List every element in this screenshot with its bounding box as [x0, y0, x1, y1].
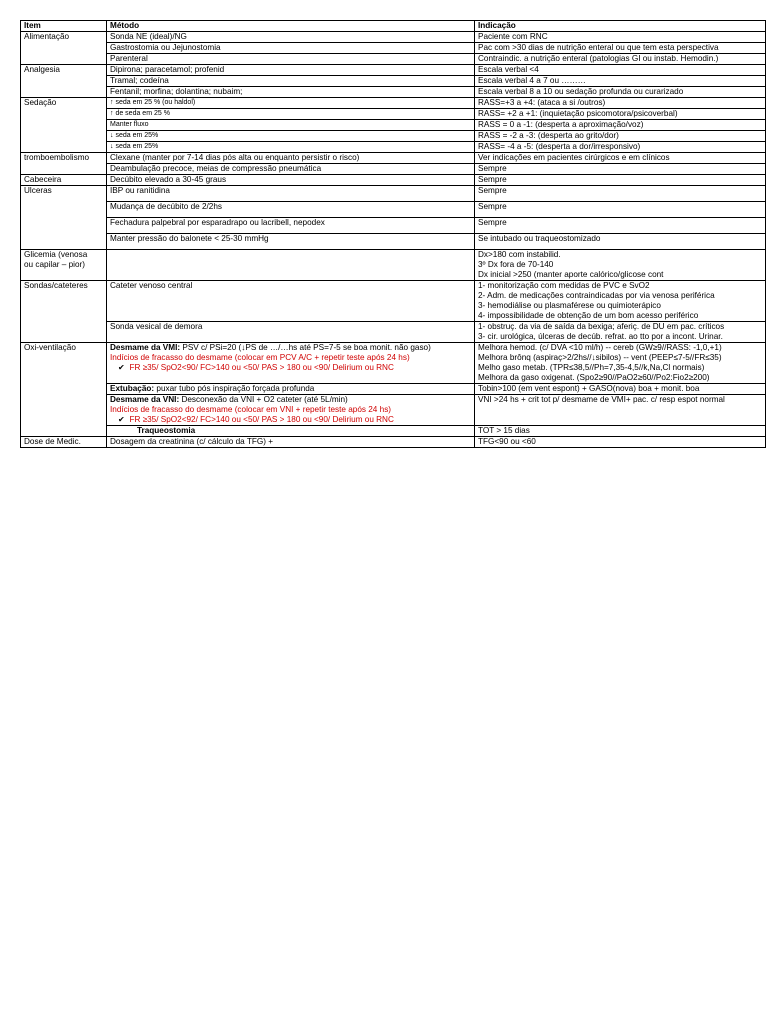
indication-cell: Ver indicações em pacientes cirúrgicos e em clínicos — [475, 153, 766, 164]
indication-cell: RASS=+3 a +4: (ataca a si /outros) — [475, 98, 766, 109]
vmi-title: Desmame da VMI: — [110, 343, 181, 352]
vmi-failure-note: Indícios de fracasso do desmame (colocar em PCV A/C + repetir teste após 24 hs) — [110, 353, 410, 362]
table-row — [21, 98, 766, 109]
glicemia-label-line1: Glicemia (venosa — [24, 250, 88, 259]
table-row — [21, 54, 766, 65]
method-cell: ↓ seda em 25% — [107, 131, 475, 142]
indication-cell: Sempre — [475, 175, 766, 186]
item-cell — [21, 250, 107, 281]
table-row — [21, 109, 766, 120]
indication-line: Melhora brônq (aspiraç>2/2hs//↓sibilos) -- vent (PEEP≤7-5//FR≤35) — [478, 353, 722, 362]
indication-cell: Contraindic. a nutrição enteral (patologias GI ou instab. Hemodin.) — [475, 54, 766, 65]
method-cell: Manter pressão do balonete < 25-30 mmHg — [107, 234, 475, 250]
indication-cell — [475, 322, 766, 343]
table-row — [21, 87, 766, 98]
table-row — [21, 395, 766, 426]
check-icon: ✔ — [118, 363, 125, 372]
table-row — [21, 120, 766, 131]
vmi-text: PSV c/ PSi=20 (↓PS de …/…hs até PS=7-5 se boa monit. não gaso) — [180, 343, 431, 352]
indication-cell: RASS = 0 a -1: (desperta a aproximação/voz) — [475, 120, 766, 131]
indication-line: 4- impossibilidade de obtenção de um bom acesso periférico — [478, 311, 699, 320]
indication-cell: Escala verbal 4 a 7 ou ……… — [475, 76, 766, 87]
method-cell: Gastrostomia ou Jejunostomia — [107, 43, 475, 54]
header-indicacao: Indicação — [475, 21, 766, 32]
header-row — [21, 21, 766, 32]
method-cell: Manter fluxo — [107, 120, 475, 131]
table-row — [21, 131, 766, 142]
indication-line: 1- monitorização com medidas de PVC e SvO2 — [478, 281, 650, 290]
indication-cell: Pac com >30 dias de nutrição enteral ou que tem esta perspectiva — [475, 43, 766, 54]
header-item: Item — [21, 21, 107, 32]
item-cell: Alimentação — [21, 32, 107, 65]
item-cell: Sondas/cateteres — [21, 281, 107, 343]
extubation-title: Extubação: — [110, 384, 155, 393]
indication-cell: Se intubado ou traqueostomizado — [475, 234, 766, 250]
indication-line: 3- cir. urológica, úlceras de decúb. refrat. ao tto por a incont. Urinar. — [478, 332, 723, 341]
vni-text: Desconexão da VNI + O2 cateter (até 5L/min) — [179, 395, 348, 404]
indication-line: 3º Dx fora de 70-140 — [478, 260, 554, 269]
table-row — [21, 142, 766, 153]
method-cell: Clexane (manter por 7-14 dias pós alta ou enquanto persistir o risco) — [107, 153, 475, 164]
method-cell: ↑ seda em 25 % (ou haldol) — [107, 98, 475, 109]
indication-line: Melhora da gaso oxigenat. (Spo2≥90//PaO2≥60//Po2:Fio2≥200) — [478, 373, 710, 382]
indication-line: Melho gaso metab. (TPR≤38,5//Ph=7,35-4,5//k,Na,Cl normais) — [478, 363, 705, 372]
indication-line: Melhora hemod. (c/ DVA <10 ml/h) -- cereb (GW≥9//RASS: -1,0,+1) — [478, 343, 722, 352]
vni-title: Desmame da VNI: — [110, 395, 180, 404]
method-cell: Fechadura palpebral por esparadrapo ou lacribell, nepodex — [107, 218, 475, 234]
indication-cell — [475, 281, 766, 322]
table-row — [21, 322, 766, 343]
item-cell: tromboembolismo — [21, 153, 107, 175]
indication-line: Dx inicial >250 (manter aporte calórico/glicose cont — [478, 270, 664, 279]
table-row — [21, 153, 766, 164]
table-row — [21, 43, 766, 54]
method-cell: Tramal; codeína — [107, 76, 475, 87]
indication-cell: VNI >24 hs + crit tot p/ desmame de VMI+ pac. c/ resp espot normal — [475, 395, 766, 426]
indication-cell: RASS = -2 a -3: (desperta ao grito/dor) — [475, 131, 766, 142]
method-cell: Sonda vesical de demora — [107, 322, 475, 343]
table-row — [21, 218, 766, 234]
table-row — [21, 234, 766, 250]
table-row — [21, 186, 766, 202]
item-cell: Cabeceira — [21, 175, 107, 186]
indication-cell: Escala verbal <4 — [475, 65, 766, 76]
method-cell — [107, 250, 475, 281]
method-cell: Decúbito elevado a 30-45 graus — [107, 175, 475, 186]
method-cell — [107, 395, 475, 426]
method-cell: ↓ seda em 25% — [107, 142, 475, 153]
table-row — [21, 250, 766, 281]
icu-checklist-table — [20, 20, 766, 448]
header-metodo: Método — [107, 21, 475, 32]
indication-cell: RASS= +2 a +1: (inquietação psicomotora/psicoverbal) — [475, 109, 766, 120]
indication-cell — [475, 250, 766, 281]
method-cell — [107, 384, 475, 395]
method-cell: Traqueostomia — [107, 426, 475, 437]
method-cell: Dipirona; paracetamol; profenid — [107, 65, 475, 76]
indication-cell: Tobin>100 (em vent espont) + GASO(nova) boa + monit. boa — [475, 384, 766, 395]
vmi-line — [110, 343, 471, 353]
item-cell: Dose de Medic. — [21, 437, 107, 448]
indication-cell: Paciente com RNC — [475, 32, 766, 43]
method-cell: IBP ou ranitidina — [107, 186, 475, 202]
method-cell: Dosagem da creatinina (c/ cálculo da TFG) + — [107, 437, 475, 448]
indication-cell: RASS= -4 a -5: (desperta a dor/irresponsivo) — [475, 142, 766, 153]
method-cell: Cateter venoso central — [107, 281, 475, 322]
item-cell: Ulceras — [21, 186, 107, 250]
indication-line: 1- obstruç. da via de saída da bexiga; aferiç. de DU em pac. críticos — [478, 322, 725, 331]
vmi-criteria: FR ≥35/ SpO2<90/ FC>140 ou <50/ PAS > 180 ou <90/ Delirium ou RNC — [129, 363, 394, 372]
method-cell: ↑ de seda em 25 % — [107, 109, 475, 120]
indication-cell: TFG<90 ou <60 — [475, 437, 766, 448]
table-row — [21, 426, 766, 437]
method-cell: Fentanil; morfina; dolantina; nubaim; — [107, 87, 475, 98]
method-cell: Sonda NE (ideal)/NG — [107, 32, 475, 43]
extubation-text: puxar tubo pós inspiração forçada profunda — [154, 384, 315, 393]
vni-failure-note: Indícios de fracasso do desmame (colocar em VNI + repetir teste após 24 hs) — [110, 405, 392, 414]
indication-cell — [475, 343, 766, 384]
table-row — [21, 384, 766, 395]
indication-cell: Sempre — [475, 164, 766, 175]
vmi-check-line — [110, 363, 471, 373]
method-cell: Deambulação precoce, meias de compressão pneumática — [107, 164, 475, 175]
glicemia-label-line2: ou capilar – pior) — [24, 260, 85, 269]
table-row — [21, 202, 766, 218]
indication-line: 2- Adm. de medicações contraindicadas por via venosa periférica — [478, 291, 715, 300]
item-cell: Oxi-ventilação — [21, 343, 107, 437]
item-cell: Sedação — [21, 98, 107, 153]
vni-criteria: FR ≥35/ SpO2<92/ FC>140 ou <50/ PAS > 180 ou <90/ Delirium ou RNC — [129, 415, 394, 424]
table-row — [21, 32, 766, 43]
table-row — [21, 281, 766, 322]
indication-cell: Escala verbal 8 a 10 ou sedação profunda ou curarizado — [475, 87, 766, 98]
table-row — [21, 437, 766, 448]
vni-check-line — [110, 415, 471, 425]
table-row — [21, 65, 766, 76]
indication-line: 3- hemodiálise ou plasmaférese ou quimioterápico — [478, 301, 661, 310]
method-cell: Parenteral — [107, 54, 475, 65]
indication-cell: Sempre — [475, 202, 766, 218]
method-cell: Mudança de decúbito de 2/2hs — [107, 202, 475, 218]
check-icon: ✔ — [118, 415, 125, 424]
vni-line — [110, 395, 471, 405]
indication-cell: Sempre — [475, 186, 766, 202]
indication-cell: TOT > 15 dias — [475, 426, 766, 437]
indication-line: Dx>180 com instabilid. — [478, 250, 561, 259]
table-row — [21, 76, 766, 87]
table-row — [21, 164, 766, 175]
item-cell: Analgesia — [21, 65, 107, 98]
method-cell — [107, 343, 475, 384]
table-row — [21, 175, 766, 186]
indication-cell: Sempre — [475, 218, 766, 234]
table-row — [21, 343, 766, 384]
